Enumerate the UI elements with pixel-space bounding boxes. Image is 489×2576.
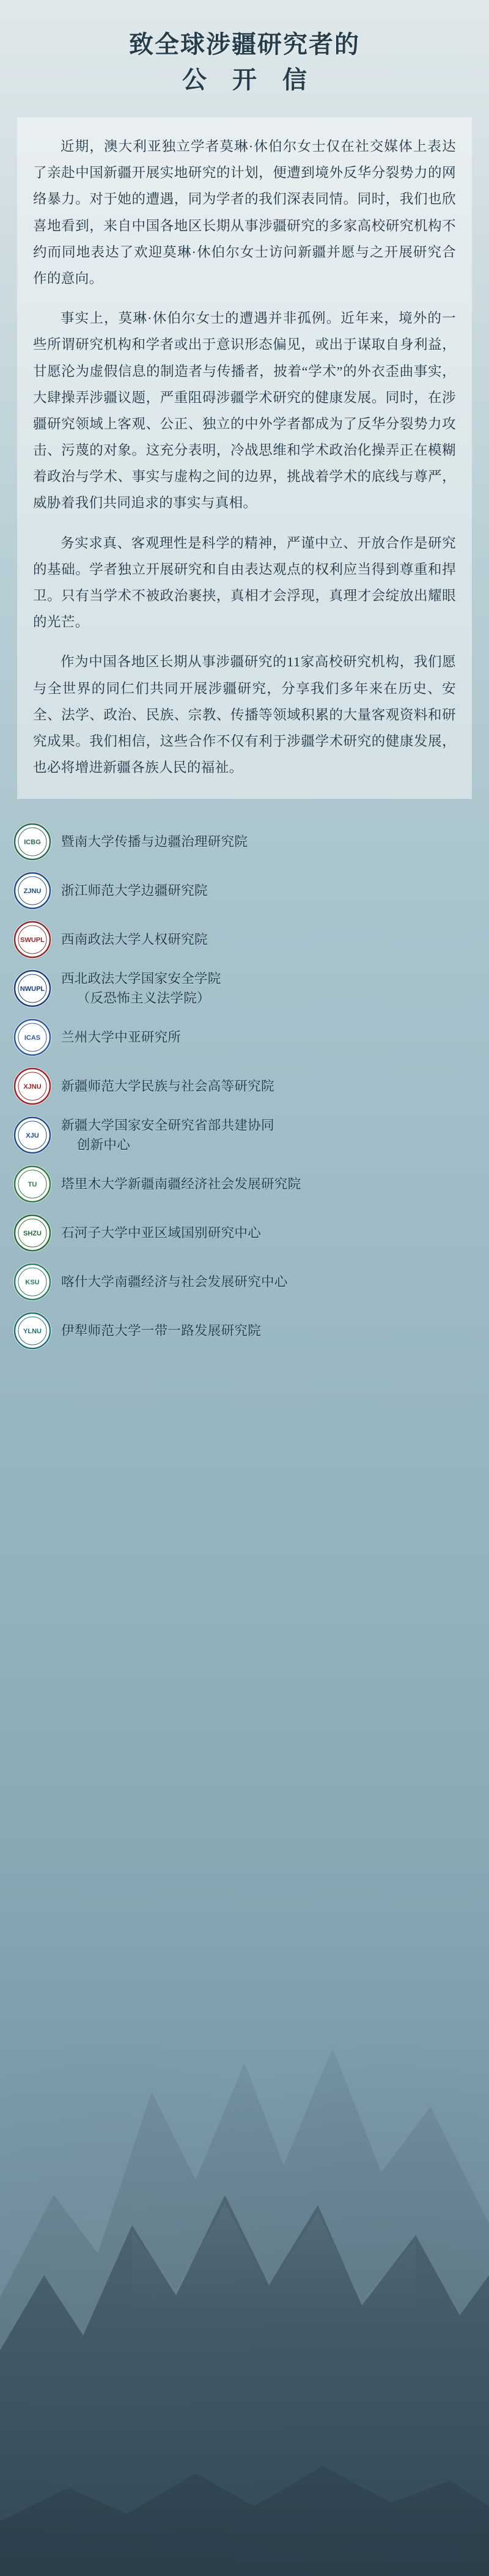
signatory-row [13, 1306, 476, 1355]
letter-body [17, 117, 472, 799]
signatory-name: 喀什大学南疆经济与社会发展研究中心 [61, 1275, 288, 1290]
ksu-logo-icon [13, 1263, 51, 1301]
signatory-name: 新疆师范大学民族与社会高等研究院 [61, 1079, 274, 1094]
svg-text:SHZU: SHZU [23, 1230, 42, 1238]
signatory-name: 伊犁师范大学一带一路发展研究院 [61, 1323, 262, 1339]
svg-text:TU: TU [28, 1181, 37, 1189]
letter-paragraph: 作为中国各地区长期从事涉疆研究的11家高校研究机构，我们愿与全世界的同仁们共同开展涉疆研究，分享我们多年来在历史、安全、法学、政治、民族、宗教、传播等领域积累的大量客观资料和研究成果。我们相信，这些合作不仅有利于涉疆学术研究的健康发展，也必将增进新疆各族人民的福祉。 [33, 654, 456, 776]
svg-text:YLNU: YLNU [23, 1328, 42, 1336]
background-snow-cap [0, 2087, 489, 2319]
icas-logo-icon [13, 1018, 51, 1056]
signatory-name: 暨南大学传播与边疆治理研究院 [61, 834, 248, 850]
signatory-name: 浙江师范大学边疆研究院 [61, 883, 208, 899]
xjnu-logo-icon [13, 1067, 51, 1105]
page-title [0, 0, 489, 104]
background-mountain-mid [0, 1842, 489, 2576]
background-mountain-far [0, 1537, 489, 2576]
xju-logo-icon [13, 1116, 51, 1154]
svg-text:KSU: KSU [25, 1279, 40, 1287]
signatory-row [13, 1209, 476, 1257]
signatory-row [13, 817, 476, 866]
background-foreground-ridge [0, 2393, 489, 2576]
signatory-name: 兰州大学中亚研究所 [61, 1030, 182, 1045]
signatory-row [13, 1111, 476, 1160]
signatory-name: 西北政法大学国家安全学院 （反恐怖主义法学院） [61, 969, 221, 1009]
signatory-row [13, 866, 476, 915]
signatory-name: 新疆大学国家安全研究省部共建协同 创新中心 [61, 1116, 274, 1155]
svg-text:XJU: XJU [26, 1132, 39, 1140]
svg-text:SWUPL: SWUPL [20, 937, 45, 944]
svg-text:ICAS: ICAS [24, 1034, 41, 1042]
signatory-row [13, 915, 476, 964]
svg-text:ZJNU: ZJNU [23, 888, 42, 896]
svg-text:NWUPL: NWUPL [20, 985, 45, 993]
signatory-name-continued: 创新中心 [76, 1138, 130, 1153]
signatory-row [13, 1013, 476, 1062]
signatory-name: 石河子大学中亚区域国别研究中心 [61, 1226, 262, 1241]
swupl-logo-icon [13, 921, 51, 959]
signatory-row [13, 1160, 476, 1209]
svg-text:XJNU: XJNU [23, 1083, 42, 1091]
icbg-logo-icon [13, 823, 51, 861]
signatory-row [13, 1257, 476, 1306]
letter-paragraph: 近期，澳大利亚独立学者莫琳·休伯尔女士仅在社交媒体上表达了亲赴中国新疆开展实地研究的计划，便遭到境外反华分裂势力的网络暴力。对于她的遭遇，同为学者的我们深表同情。同时，我们也欣喜地看到，来自中国各地区长期从事涉疆研究的多家高校研究机构不约而同地表达了欢迎莫琳·休伯尔女士访问新疆并愿与之开展研究合作的意向。 [33, 139, 456, 286]
signatory-row [13, 964, 476, 1013]
background-mountain-near [0, 2075, 489, 2576]
svg-text:ICBG: ICBG [24, 839, 41, 847]
title-line-2: 公 开 信 [182, 66, 317, 94]
zjnu-logo-icon [13, 872, 51, 910]
shzu-logo-icon [13, 1214, 51, 1252]
letter-paragraph: 事实上，莫琳·休伯尔女士的遭遇并非孤例。近年来，境外的一些所谓研究机构和学者或出于意识形态偏见，或出于谋取自身利益，甘愿沦为虚假信息的制造者与传播者，披着“学术”的外衣歪曲事实，大肆操弄涉疆议题，严重阻碍涉疆学术研究的健康发展。同时，在涉疆研究领域上客观、公正、独立的中外学者都成为了反华分裂势力攻击、污蔑的对象。这充分表明，冷战思维和学术政治化操弄正在模糊着政治与学术、事实与虚构之间的边界，挑战着学术的底线与尊严，威胁着我们共同追求的事实与真相。 [33, 311, 456, 511]
ylnu-logo-icon [13, 1312, 51, 1350]
signatory-row [13, 1062, 476, 1111]
tarimu-logo-icon [13, 1165, 51, 1203]
signatory-list [13, 817, 476, 1380]
signatory-name: 西南政法大学人权研究院 [61, 932, 208, 948]
signatory-name-continued: （反恐怖主义法学院） [76, 991, 210, 1006]
title-line-1: 致全球涉疆研究者的 [129, 31, 360, 58]
nwupl-logo-icon [13, 970, 51, 1007]
letter-paragraph: 务实求真、客观理性是科学的精神，严谨中立、开放合作是研究的基础。学者独立开展研究和自由表达观点的权利应当得到尊重和捍卫。只有当学术不被政治裹挟，真相才会浮现，真理才会绽放出耀眼的光芒。 [33, 535, 456, 630]
signatory-name: 塔里木大学新疆南疆经济社会发展研究院 [61, 1177, 301, 1192]
